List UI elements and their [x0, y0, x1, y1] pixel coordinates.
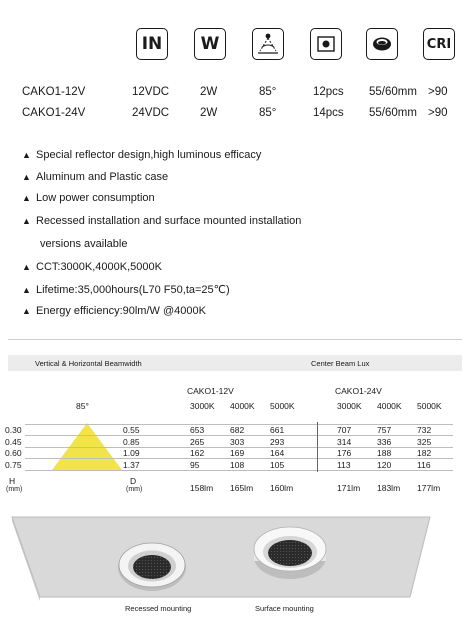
lux-cell: 105	[270, 460, 285, 470]
triangle-bullet-icon: ▲	[22, 262, 31, 272]
lux-cell: 95	[190, 460, 200, 470]
beam-angle: 85°	[259, 86, 277, 98]
lux-cell: 116	[417, 460, 431, 470]
triangle-bullet-icon: ▲	[22, 306, 31, 316]
grid-line	[25, 458, 453, 459]
cri-value: >90	[428, 86, 448, 98]
height-value: 0.75	[5, 460, 22, 470]
surface-light	[254, 527, 326, 579]
cri-icon: CRI	[423, 28, 455, 60]
diameter-unit: (mm)	[126, 486, 143, 493]
cct-header: 5000K	[417, 401, 442, 411]
height-unit: (mm)	[6, 486, 23, 493]
lux-cell: 707	[337, 425, 352, 435]
cct-header: 4000K	[230, 401, 255, 411]
lux-cell: 182	[417, 448, 432, 458]
triangle-bullet-icon: ▲	[22, 193, 31, 203]
feature-item: ▲ Aluminum and Plastic case	[22, 171, 169, 183]
feature-item: ▲ Recessed installation and surface mounted installation	[22, 215, 302, 227]
lux-cell: 653	[190, 425, 205, 435]
lux-cell: 314	[337, 437, 352, 447]
height-value: 0.30	[5, 425, 22, 435]
cct-header: 5000K	[270, 401, 295, 411]
cri-value: >90	[428, 107, 448, 119]
voltage: 24VDC	[132, 107, 170, 119]
voltage: 12VDC	[132, 86, 170, 98]
lux-cell: 661	[270, 425, 285, 435]
lumen-value: 160lm	[270, 483, 294, 493]
lux-cell: 336	[377, 437, 392, 447]
beamwidth-header: Vertical & Horizontal Beamwidth	[35, 359, 142, 368]
diameter-label: D	[130, 476, 137, 486]
model-name: CAKO1-12V	[22, 86, 86, 98]
lux-cell: 188	[377, 448, 392, 458]
feature-item: ▲ Low power consumption	[22, 192, 155, 204]
feature-item-continuation: versions available	[40, 238, 128, 250]
mounting-illustration	[0, 505, 470, 605]
lux-cell: 108	[230, 460, 245, 470]
diameter-value: 1.09	[123, 448, 140, 458]
beam-angle-icon	[252, 28, 284, 60]
height-value: 0.45	[5, 437, 22, 447]
feature-item: ▲ Special reflector design,high luminous efficacy	[22, 149, 262, 161]
ceiling-panel	[12, 517, 430, 597]
feature-item: ▲ Energy efficiency:90lm/W @4000K	[22, 305, 206, 317]
lux-cell: 293	[270, 437, 285, 447]
triangle-bullet-icon: ▲	[22, 216, 31, 226]
lumen-value: 177lm	[417, 483, 441, 493]
wattage-icon: W	[194, 28, 226, 60]
lux-cell: 176	[337, 448, 352, 458]
recessed-light	[118, 543, 186, 591]
lux-cell: 113	[337, 460, 351, 470]
lumen-value: 183lm	[377, 483, 401, 493]
group-12v-label: CAKO1-12V	[187, 386, 234, 396]
beam-angle-label: 85°	[76, 401, 89, 411]
led-count: 14pcs	[313, 107, 344, 119]
model-name: CAKO1-24V	[22, 107, 86, 119]
lux-cell: 120	[377, 460, 392, 470]
lux-cell: 303	[230, 437, 245, 447]
height-label: H	[9, 476, 16, 486]
lux-cell: 162	[190, 448, 205, 458]
feature-item: ▲ CCT:3000K,4000K,5000K	[22, 261, 162, 273]
cutout-size: 55/60mm	[369, 86, 417, 98]
divider	[8, 339, 462, 340]
cutout-size: 55/60mm	[369, 107, 417, 119]
diameter-value: 1.37	[123, 460, 140, 470]
indoor-icon: IN	[136, 28, 168, 60]
triangle-bullet-icon: ▲	[22, 150, 31, 160]
triangle-bullet-icon: ▲	[22, 172, 31, 182]
cct-header: 3000K	[190, 401, 215, 411]
recessed-mounting-caption: Recessed mounting	[125, 604, 192, 613]
diameter-value: 0.85	[123, 437, 140, 447]
led-count: 12pcs	[313, 86, 344, 98]
lux-cell: 169	[230, 448, 245, 458]
lux-cell: 164	[270, 448, 285, 458]
diameter-value: 0.55	[123, 425, 140, 435]
feature-item: ▲ Lifetime:35,000hours(L70 F50,ta=25℃)	[22, 284, 230, 296]
spec-row	[0, 107, 470, 123]
column-separator	[317, 422, 318, 472]
lux-cell: 325	[417, 437, 432, 447]
lux-cell: 265	[190, 437, 205, 447]
surface-mounting-caption: Surface mounting	[255, 604, 314, 613]
lumen-value: 171lm	[337, 483, 361, 493]
lumen-value: 158lm	[190, 483, 214, 493]
lens-icon	[366, 28, 398, 60]
grid-line	[25, 435, 453, 436]
lux-cell: 757	[377, 425, 392, 435]
cct-header: 3000K	[337, 401, 362, 411]
height-value: 0.60	[5, 448, 22, 458]
beam-angle: 85°	[259, 107, 277, 119]
power: 2W	[200, 107, 218, 119]
cutout-icon	[310, 28, 342, 60]
lux-cell: 732	[417, 425, 432, 435]
lumen-value: 165lm	[230, 483, 254, 493]
cct-header: 4000K	[377, 401, 402, 411]
center-beam-lux-header: Center Beam Lux	[311, 359, 370, 368]
grid-line	[25, 470, 453, 471]
power: 2W	[200, 86, 218, 98]
spec-row	[0, 86, 470, 102]
triangle-bullet-icon: ▲	[22, 285, 31, 295]
lux-cell: 682	[230, 425, 245, 435]
group-24v-label: CAKO1-24V	[335, 386, 382, 396]
